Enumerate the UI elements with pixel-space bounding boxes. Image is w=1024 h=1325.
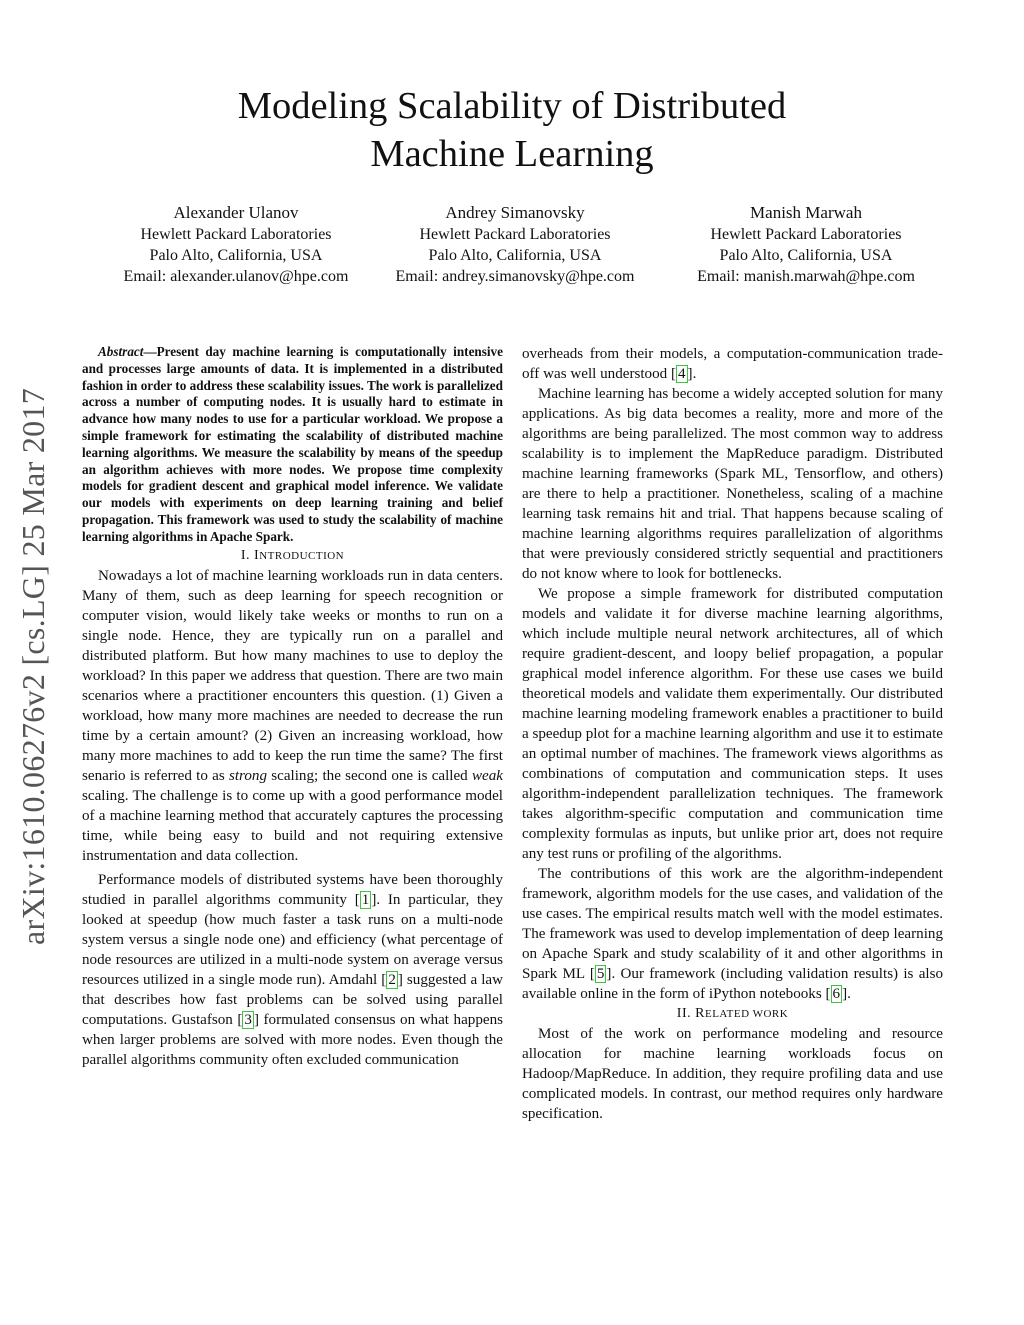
- author-email: Email: andrey.simanovsky@hpe.com: [395, 268, 635, 285]
- citation-link[interactable]: 4: [678, 366, 686, 382]
- title-line-2: Machine Learning: [370, 133, 654, 175]
- author-3: [658, 202, 954, 287]
- intro-paragraph-2: Performance models of distributed systems have been thoroughly studied in parallel algorithms community [ 1 ]. In particular, they looked at speedup (how much faster a task runs on a multi-node system versus a single node one) and efficiency (what percentage of node resources are utilized in a multi-node system on average versus resources utilized in a single mode run). Amdahl [ 2 ] suggested a law that describes how fast problems can be solved using parallel computations. Gustafson [ 3 ] formulated consensus on what happens when larger problems are solved with more nodes. Even though the parallel algorithms community often excluded communication: [82, 871, 504, 1068]
- author-name: Alexander Ulanov: [173, 203, 299, 222]
- author-email: Email: alexander.ulanov@hpe.com: [123, 268, 349, 285]
- author-email: Email: manish.marwah@hpe.com: [697, 268, 915, 285]
- arxiv-identifier: arXiv:1610.06276v2 [cs.LG] 25 Mar 2017: [15, 387, 51, 945]
- author-affiliation: Hewlett Packard Laboratories: [419, 226, 611, 243]
- author-2: [372, 202, 658, 287]
- title-line-1: Modeling Scalability of Distributed: [237, 85, 787, 127]
- citation-link[interactable]: 1: [361, 891, 370, 908]
- section-heading-introduction: I. INTRODUCTION: [240, 547, 345, 563]
- right-column: [522, 344, 943, 1124]
- citation-link[interactable]: 3: [244, 1011, 252, 1028]
- related-paragraph-1: Most of the work on performance modeling and resource allocation for machine learning workloads focus on Hadoop/MapReduce. In addition, they require profiling data and use complicated models. In contrast, our method requires only hardware specification.: [522, 1026, 943, 1122]
- section-heading-related-work: II. RELATED WORK: [676, 1006, 789, 1021]
- right-paragraph-1: overheads from their models, a computation-communication trade-off was well understood [ 4 ].: [522, 346, 943, 382]
- abstract-label: Abstract: [98, 344, 144, 359]
- citation-link[interactable]: 2: [388, 971, 396, 988]
- paper-title: [120, 82, 904, 178]
- author-block: [100, 202, 954, 287]
- right-paragraph-2: Machine learning has become a widely accepted solution for many applications. As big data becomes a reality, more and more of the algorithms are being parallelized. The most common way to address scalability is to implement the MapReduce paradigm. Distributed machine learning frameworks (Spark ML, Tensorflow, and others) are there to help a practitioner. Nonetheless, scaling of a machine learning task remains hit and trial. That happens because scaling of machine learning algorithms requires parallelization of algorithms that were previously considered strictly sequential and practitioners do not know where to look for bottlenecks.: [522, 386, 943, 582]
- citation-link[interactable]: 6: [832, 986, 841, 1002]
- intro-paragraph-1: Nowadays a lot of machine learning workloads run in data centers. Many of them, such as deep learning for speech recognition or computer vision, would likely take weeks or months to run on a single node. Hence, they are typically run on a parallel and distributed platform. But how many machines to use to deploy the workload? In this paper we address that question. There are two main scenarios where a practitioner encounters this question. (1) Given a workload, how many more machines are needed to decrease the run time by a certain amount? (2) Given an increasing workload, how many more machines to add to keep the run time the same? The first senario is referred to as strong scaling; the second one is called weak scaling. The challenge is to come up with a good performance model of a machine learning method that accurately captures the processing time, while being easy to build and not requiring extensive instrumentation and data collection.: [82, 567, 503, 864]
- right-paragraph-4: The contributions of this work are the algorithm-independent framework, algorithm models for the use cases, and validation of the use cases. The empirical results match well with the model estimates. The framework was used to develop implementation of deep learning on Apache Spark and study scalability of it and other algorithms in Spark ML [ 5 ]. Our framework (including validation results) is also available online in the form of iPython notebooks [ 6 ].: [522, 866, 944, 1002]
- abstract: [82, 344, 503, 546]
- author-name: Manish Marwah: [750, 203, 862, 222]
- abstract-text: —Present day machine learning is computationally intensive and processes large amounts of data. It is implemented in a distributed fashion in order to address these scalability issues. The work is parallelized across a number of computing nodes. It is usually hard to estimate in advance how many nodes to use for a particular workload. We propose a simple framework for estimating the scalability of distributed machine learning algorithms. We measure the scalability by means of the speedup an algorithm achieves with more nodes. We propose time complexity models for gradient descent and graphical model inference. We validate our models with experiments on deep learning training and belief propagation. This framework was used to study the scalability of machine learning algorithms in Apache Spark.: [82, 344, 503, 544]
- author-location: Palo Alto, California, USA: [719, 247, 893, 264]
- author-1: [100, 202, 372, 287]
- author-name: Andrey Simanovsky: [445, 203, 585, 222]
- author-location: Palo Alto, California, USA: [149, 247, 323, 264]
- author-affiliation: Hewlett Packard Laboratories: [710, 226, 902, 243]
- right-paragraph-3: We propose a simple framework for distributed computation models and validate it for diverse machine learning algorithms, which include multiple neural network architectures, all of which require gradient-descent, and loopy belief propagation, a popular graphical model inference algorithm. For these use cases we build theoretical models and validate them experimentally. Our distributed machine learning modeling framework enables a practitioner to build a speedup plot for a machine learning algorithm and use it to estimate an optimal number of machines. The framework views algorithms as combinations of computation and communication steps. It uses algorithm-independent parallelization techniques. The framework takes algorithm-specific computation and communication time complexity formulas as inputs, but unlike prior art, does not require any test runs or profiling of the algorithms.: [522, 586, 943, 862]
- citation-link[interactable]: 5: [596, 966, 605, 982]
- author-location: Palo Alto, California, USA: [428, 247, 602, 264]
- left-column: [82, 344, 503, 1070]
- author-affiliation: Hewlett Packard Laboratories: [140, 226, 332, 243]
